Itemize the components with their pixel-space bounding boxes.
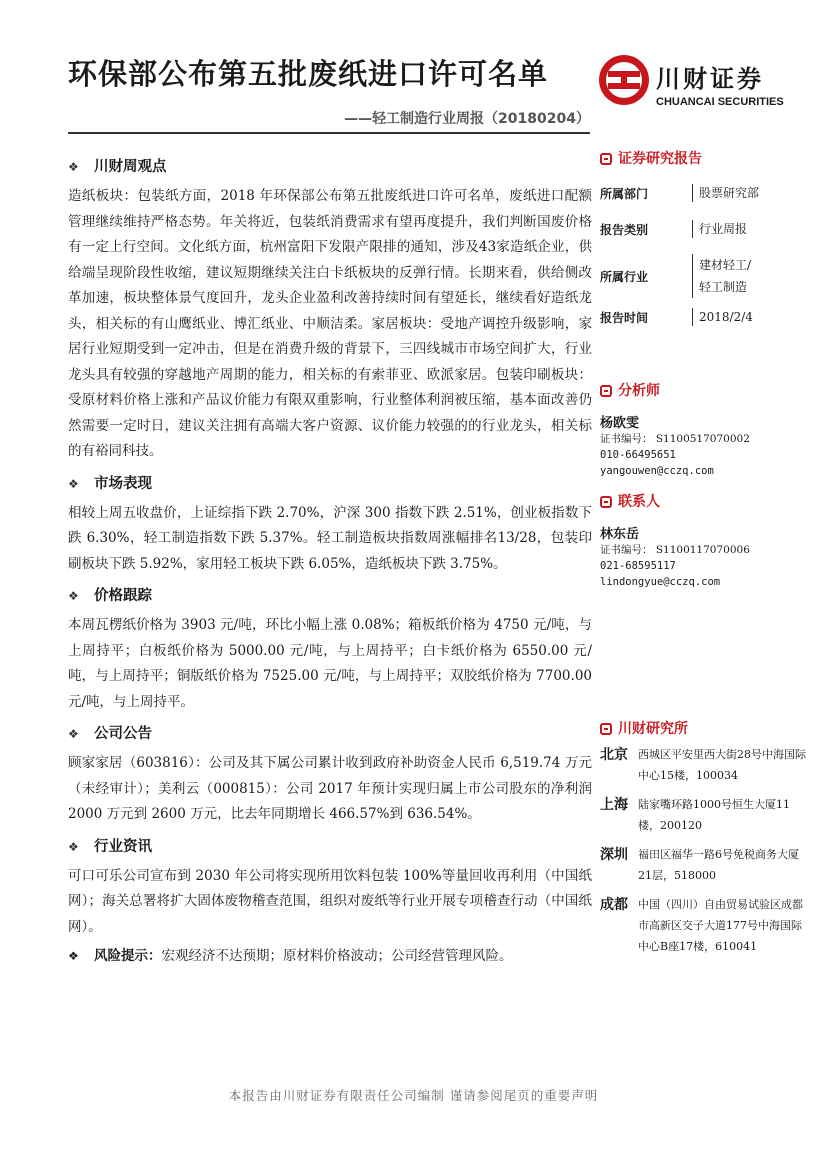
- section-paragraph: 可口可乐公司宣布到 2030 年公司将实现所用饮料包装 100%等量回收再利用（中国纸网）；海关总署将扩大固体废物稽查范围，组织对废纸等行业开展专项稽查行动（中国纸网）。: [68, 867, 592, 935]
- section-marker-icon: [600, 153, 612, 165]
- office-beijing: 北京 西城区平安里西大街28号中海国际中心15楼，100034: [600, 747, 806, 782]
- logo-mark-icon: [598, 54, 650, 106]
- logo-chinese-name: 川财证券: [656, 65, 764, 93]
- section-paragraph: 顾家家居（603816）：公司及其下属公司累计收到政府补助资金人民币 6,519.74 万元（未经审计）；美利云（000815）：公司 2017 年预计实现归属上市公司股东的净利润 2000 万元到 2600 万元，比去年同期增长 466.57%到 636.54%。: [68, 755, 592, 822]
- diamond-bullet-icon: ❖: [68, 160, 79, 174]
- analyst-heading: 分析师: [600, 380, 810, 402]
- section-market-performance: [68, 473, 592, 578]
- section-paragraph: 本周瓦楞纸价格为 3903 元/吨，环比小幅上涨 0.08%；箱板纸价格为 4750 元/吨，与上周持平；白板纸价格为 5000.00 元/吨，与上周持平；白卡纸价格为 6550.00 元/吨，与上周持平；铜版纸价格为 7525.00 元/吨，与上周持平；双胶纸价格为 7700.00 元/吨，与上周持平。: [68, 617, 592, 710]
- contact-phone: 021-68595117: [600, 560, 676, 572]
- report-subtitle: ——轻工制造行业周报（20180204）: [344, 111, 590, 127]
- risk-label: 风险提示：: [94, 948, 162, 964]
- analyst-phone: 010-66495651: [600, 449, 676, 461]
- contact-heading: 联系人: [600, 491, 810, 513]
- analyst-cert: 证书编号： S1100517070002: [600, 433, 750, 445]
- title-divider: [68, 132, 590, 134]
- diamond-bullet-icon: ❖: [68, 727, 79, 741]
- report-title: 环保部公布第五批废纸进口许可名单: [68, 57, 549, 91]
- analyst-card: [600, 412, 810, 479]
- office-chengdu: 成都 中国（四川）自由贸易试验区成都市高新区交子大道177号中海国际中心B座17楼，610041: [600, 897, 803, 953]
- institute-heading: 川财研究所: [600, 718, 810, 740]
- section-heading: ❖ 川财周观点: [68, 156, 592, 178]
- sidebar: [600, 148, 810, 965]
- info-row-date: 报告时间 2018/2/4: [600, 310, 753, 325]
- diamond-bullet-icon: ❖: [68, 839, 79, 854]
- logo-english-name: CHUANCAI SECURITIES: [656, 96, 784, 108]
- section-company-announcements: [68, 723, 592, 828]
- diamond-bullet-icon: ❖: [68, 949, 79, 963]
- section-marker-icon: [600, 385, 612, 397]
- contact-card: [600, 523, 810, 590]
- company-logo: [598, 54, 798, 114]
- section-paragraph: 造纸板块：包装纸方面，2018 年环保部公布第五批废纸进口许可名单，废纸进口配额管理继续维持严格态势。年关将近，包装纸消费需求有望再度提升，我们判断国废价格有一定上行空间。文化纸方面，杭州富阳下发限产限排的通知，涉及43家造纸企业，供给端呈现阶段性收缩，建议短期继续关注白卡纸板块的反弹行情。长期来看，供给侧改革加速，板块整体景气度回升，龙头企业盈利改善持续时间有望延长，继续看好造纸龙头，相关标的有山鹰纸业、博汇纸业、中顺洁柔。家居板块：受地产调控升级影响，家居行业短期受到一定冲击，但是在消费升级的背景下，三四线城市市场空间扩大，行业龙头具有较强的穿越地产周期的能力，相关标的有索菲亚、欧派家居。包装印刷板块：受原材料价格上涨和产品议价能力有限双重影响，行业整体利润被压缩，基本面改善仍然需要一定时日，建议关注拥有高端大客户资源、议价能力较强的的行业龙头，相关标的有裕同科技。: [68, 188, 592, 459]
- section-paragraph: 相较上周五收盘价，上证综指下跌 2.70%，沪深 300 指数下跌 2.51%，创业板指数下跌 6.30%，轻工制造指数下跌 5.37%。轻工制造板块指数周涨幅排名13/28，包装印刷板块下跌 5.92%，家用轻工板块下跌 6.05%，造纸板块下跌 3.75%。: [68, 504, 592, 572]
- info-row-industry: 所属行业 建材轻工/ 轻工制造: [600, 250, 810, 302]
- section-marker-icon: [600, 496, 612, 508]
- section-industry-news: [68, 836, 592, 941]
- info-row-type: 报告类别 行业周报: [600, 222, 748, 237]
- contact-email[interactable]: lindongyue@cczq.com: [600, 576, 721, 588]
- office-shanghai: 上海 陆家嘴环路1000号恒生大厦11楼，200120: [600, 797, 790, 832]
- analyst-name: 杨欧雯: [600, 416, 640, 431]
- section-marker-icon: [600, 723, 612, 735]
- section-heading: ❖ 公司公告: [68, 723, 592, 745]
- diamond-bullet-icon: ❖: [68, 589, 79, 603]
- section-price-tracking: [68, 585, 592, 715]
- main-content: [68, 148, 592, 969]
- office-shenzhen: 深圳 福田区福华一路6号免税商务大厦21层，518000: [600, 847, 799, 882]
- info-row-department: 所属部门 股票研究部: [600, 186, 760, 201]
- risk-warning: [68, 944, 592, 969]
- contact-cert: 证书编号： S1100117070006: [600, 544, 750, 556]
- section-weekly-view: [68, 156, 592, 465]
- risk-text: 宏观经济不达预期；原材料价格波动；公司经营管理风险。: [161, 948, 513, 964]
- section-heading: ❖ 行业资讯: [68, 836, 592, 858]
- section-heading: ❖ 市场表现: [68, 473, 592, 495]
- diamond-bullet-icon: ❖: [68, 476, 79, 491]
- report-heading: 证券研究报告: [600, 148, 810, 170]
- page-footer: 本报告由川财证券有限责任公司编制 谨请参阅尾页的重要声明: [228, 1088, 599, 1103]
- contact-name: 林东岳: [600, 527, 640, 542]
- analyst-email[interactable]: yangouwen@cczq.com: [600, 465, 714, 477]
- section-heading: ❖ 价格跟踪: [68, 585, 592, 607]
